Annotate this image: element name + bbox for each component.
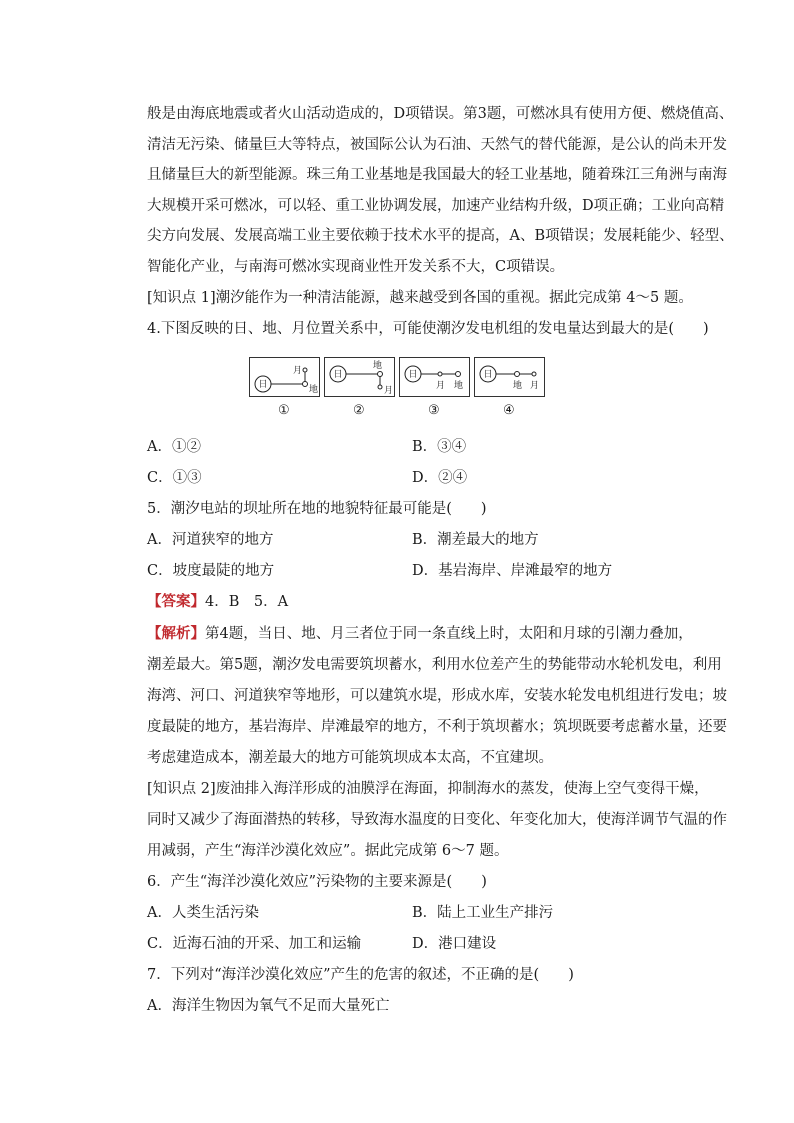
svg-text:月: 月 (530, 381, 540, 391)
sun-earth-moon-diagram (400, 358, 471, 398)
answer-text: 4．B 5．A (205, 594, 289, 610)
figure-label-4: ④ (503, 403, 515, 418)
svg-text:日: 日 (258, 380, 268, 390)
knowledge-point-1: [知识点 1]潮汐能作为一种清洁能源，越来越受到各国的重视。据此完成第 4～5 题。 (147, 290, 693, 306)
text-line: 清洁无污染、储量巨大等特点，被国际公认为石油、天然气的替代能源，是公认的尚未开发 (147, 137, 727, 153)
option-c[interactable]: C．坡度最陡的地方 (147, 563, 275, 579)
figure-panel-3 (399, 357, 470, 397)
svg-text:地: 地 (309, 385, 319, 395)
figure-label-1: ① (278, 403, 290, 418)
svg-text:日: 日 (483, 370, 493, 380)
sun-earth-moon-diagram (475, 358, 546, 398)
figure-label-3: ③ (428, 403, 440, 418)
text-line: 考虑建造成本，潮差最大的地方可能筑坝成本太高，不宜建坝。 (147, 750, 553, 766)
svg-text:月: 月 (436, 381, 446, 391)
text-line: 用减弱，产生“海洋沙漠化效应”。据此完成第 6～7 题。 (147, 843, 509, 859)
option-d[interactable]: D．基岩海岸、岸滩最窄的地方 (412, 563, 613, 579)
knowledge-point-2: [知识点 2]废油排入海洋形成的油膜浮在海面，抑制海水的蒸发，使海上空气变得干燥， (147, 781, 709, 797)
question-5-stem: 5．潮汐电站的坝址所在地的地貌特征最可能是( ) (147, 501, 487, 517)
analysis-text: 第4题，当日、地、月三者位于同一条直线上时，太阳和月球的引潮力叠加， (205, 626, 693, 642)
svg-text:地: 地 (513, 381, 523, 391)
svg-text:日: 日 (333, 370, 343, 380)
svg-text:地: 地 (373, 361, 383, 371)
text-line: 尖方向发展、发展高端工业主要依赖于技术水平的提高，A、B项错误；发展耗能少、轻型、 (147, 228, 734, 244)
option-c[interactable]: C．近海石油的开采、加工和运输 (147, 936, 362, 952)
text-line: 同时又减少了海面潜热的转移，导致海水温度的日变化、年变化加大，使海洋调节气温的作 (147, 812, 727, 828)
option-a[interactable]: A．①② (147, 439, 201, 455)
option-d[interactable]: D．②④ (412, 470, 468, 486)
figure-panel-2 (324, 357, 395, 397)
svg-text:月: 月 (293, 366, 303, 376)
text-line: 般是由海底地震或者火山活动造成的，D项错误。第3题，可燃冰具有使用方便、燃烧值高、 (147, 106, 734, 122)
option-d[interactable]: D．港口建设 (412, 936, 497, 952)
option-a[interactable]: A．河道狭窄的地方 (147, 532, 274, 548)
text-line: 大规模开采可燃冰，可以轻、重工业协调发展，加速产业结构升级，D项正确；工业向高精 (147, 198, 725, 214)
option-a[interactable]: A．人类生活污染 (147, 905, 259, 921)
question-6-stem: 6．产生“海洋沙漠化效应”污染物的主要来源是( ) (147, 874, 487, 890)
figure-panel-4 (474, 357, 545, 397)
sun-earth-moon-diagram (250, 358, 321, 398)
svg-text:日: 日 (408, 370, 418, 380)
text-line: 度最陡的地方，基岩海岸、岸滩最窄的地方，不利于筑坝蓄水；筑坝既要考虑蓄水量，还要 (147, 719, 727, 735)
svg-text:月: 月 (384, 386, 394, 396)
text-line: 潮差最大。第5题，潮汐发电需要筑坝蓄水，利用水位差产生的势能带动水轮机发电，利用 (147, 657, 722, 673)
figure-panel-1 (249, 357, 320, 397)
option-b[interactable]: B．③④ (412, 439, 467, 455)
option-a[interactable]: A．海洋生物因为氧气不足而大量死亡 (147, 998, 390, 1014)
answer-tag: 【答案】 (147, 593, 205, 610)
text-line: 海湾、河口、河道狭窄等地形，可以建筑水堤，形成水库，安装水轮发电机组进行发电；坡 (147, 688, 727, 704)
figure-label-2: ② (353, 403, 365, 418)
svg-text:地: 地 (454, 381, 464, 391)
sun-earth-moon-diagram (325, 358, 396, 398)
option-c[interactable]: C．①③ (147, 470, 202, 486)
option-b[interactable]: B．陆上工业生产排污 (412, 905, 554, 921)
text-line: 智能化产业，与南海可燃冰实现商业性开发关系不大，C项错误。 (147, 259, 565, 275)
text-line: 且储量巨大的新型能源。珠三角工业基地是我国最大的轻工业基地，随着珠江三角洲与南海 (147, 167, 727, 183)
question-4-stem: 4.下图反映的日、地、月位置关系中，可能使潮汐发电机组的发电量达到最大的是( ) (147, 321, 709, 337)
question-7-stem: 7．下列对“海洋沙漠化效应”产生的危害的叙述，不正确的是( ) (147, 967, 574, 983)
analysis-tag: 【解析】 (147, 625, 205, 642)
option-b[interactable]: B．潮差最大的地方 (412, 532, 539, 548)
answer-line (147, 592, 288, 612)
analysis-line (147, 624, 693, 644)
